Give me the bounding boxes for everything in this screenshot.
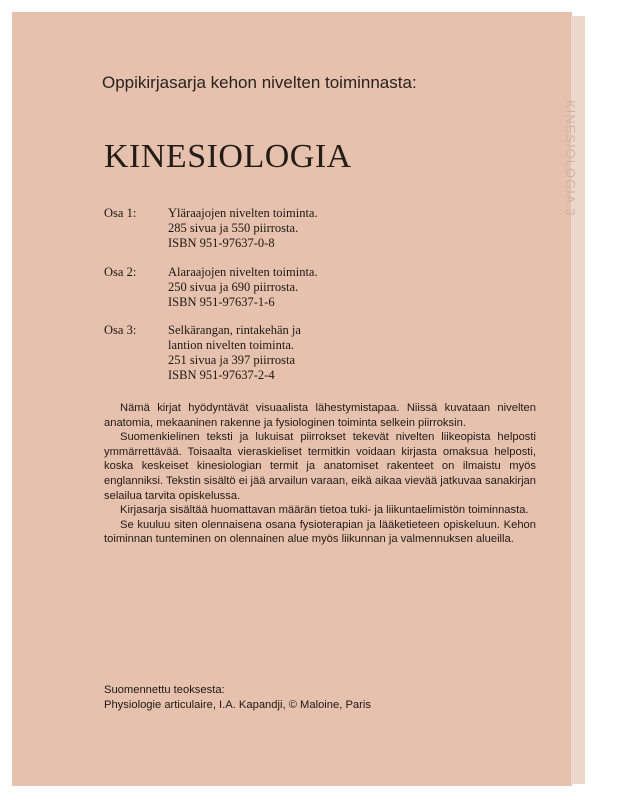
part-line: Yläraajojen nivelten toiminta. bbox=[168, 206, 318, 220]
part-line: 250 sivua ja 690 piirrosta. bbox=[168, 280, 299, 294]
paragraph: Nämä kirjat hyödyntävät visuaalista lähestymistapaa. Niissä kuvataan nivelten anatomia, mekaaninen rakenne ja fysiologinen toiminta selkein piirroksin. bbox=[104, 402, 536, 429]
series-heading: Oppikirjasarja kehon nivelten toiminnasta: bbox=[102, 73, 417, 92]
book-back-cover bbox=[12, 12, 572, 786]
part-line: Selkärangan, rintakehän ja bbox=[168, 323, 301, 337]
part-label: Osa 1: bbox=[104, 206, 137, 220]
paragraph: Se kuuluu siten olennaisena osana fysioterapian ja lääketieteen opiskeluun. Kehon toiminnan tunteminen on olennainen alue myös liikunnan ja valmennuksen alueilla. bbox=[104, 518, 536, 546]
credit-line: Physiologie articulaire, I.A. Kapandji, © Maloine, Paris bbox=[104, 699, 371, 711]
part-line: 285 sivua ja 550 piirrosta. bbox=[168, 221, 299, 235]
part-line: lantion nivelten toiminta. bbox=[168, 338, 295, 352]
part-line: Alaraajojen nivelten toiminta. bbox=[168, 265, 318, 279]
part-line: ISBN 951-97637-1-6 bbox=[168, 295, 275, 309]
spine-title: KINESIOLOGIA 3 bbox=[563, 100, 578, 217]
paragraph: Kirjasarja sisältää huomattavan määrän tietoa tuki- ja liikuntaelimistön toiminnasta. bbox=[120, 504, 529, 517]
description bbox=[104, 401, 536, 547]
part-line: ISBN 951-97637-2-4 bbox=[168, 368, 275, 382]
part-label: Osa 2: bbox=[104, 265, 137, 279]
part-line: 251 sivua ja 397 piirrosta bbox=[168, 353, 296, 367]
part-label: Osa 3: bbox=[104, 323, 137, 337]
translation-credit bbox=[104, 683, 371, 713]
book-title: KINESIOLOGIA bbox=[104, 138, 352, 175]
paragraph: Suomenkielinen teksti ja lukuisat piirrokset tekevät nivelten liikeopista helposti ymmärrettävää. Toisaalta vieraskieliset termitkin voidaan kirjasta omaksua helposti, koska keskeiset kinesiologian termit ja anatomiset rakenteet on ilmaistu myös englanniksi. Tekstin sisältö ei jää arvailun varaan, eikä aikaa vievää jatkuvaa sanakirjan selailua tarvita opiskelussa. bbox=[104, 431, 537, 502]
credit-line: Suomennettu teoksesta: bbox=[104, 684, 225, 696]
part-line: ISBN 951-97637-0-8 bbox=[168, 236, 275, 250]
